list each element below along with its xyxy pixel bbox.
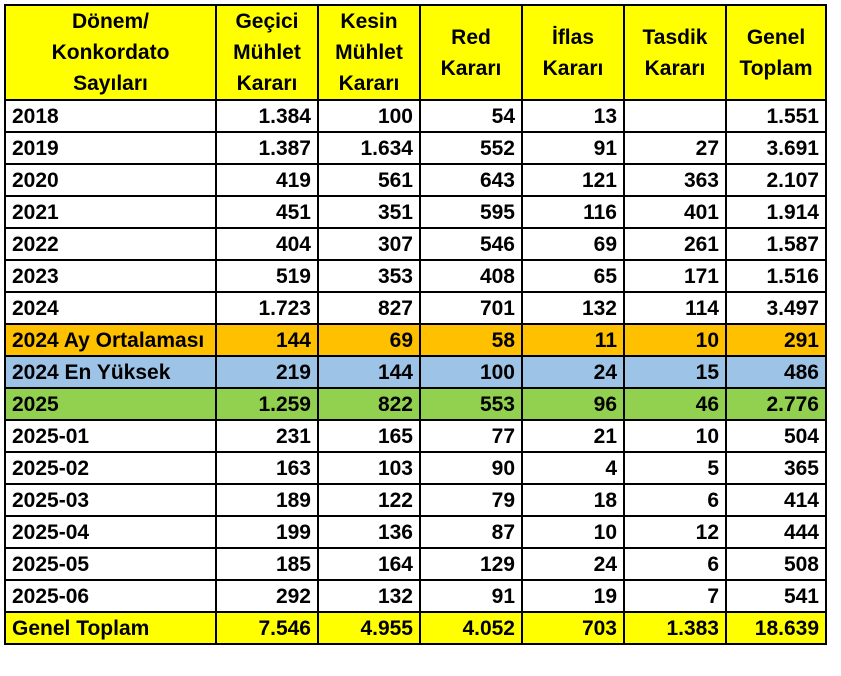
header-text-line: Mühlet	[233, 41, 301, 64]
table-cell: 77	[420, 420, 522, 452]
table-row	[5, 132, 826, 164]
table-cell: 91	[420, 580, 522, 612]
table-body	[5, 100, 826, 644]
table-cell: 219	[216, 356, 318, 388]
table-cell: 643	[420, 164, 522, 196]
row-label: 2019	[5, 132, 216, 164]
table-cell: 171	[624, 260, 726, 292]
table-cell: 2.776	[726, 388, 826, 420]
table-cell: 11	[522, 324, 624, 356]
header-kesin-muhlet	[318, 5, 420, 100]
table-cell: 6	[624, 548, 726, 580]
table-row	[5, 292, 826, 324]
table-cell: 96	[522, 388, 624, 420]
table-cell: 13	[522, 100, 624, 132]
table-cell: 15	[624, 356, 726, 388]
table-cell: 65	[522, 260, 624, 292]
table-cell: 144	[318, 356, 420, 388]
table-cell: 136	[318, 516, 420, 548]
header-text-line: Kararı	[440, 56, 502, 80]
table-cell: 129	[420, 548, 522, 580]
table-row	[5, 484, 826, 516]
table-cell: 827	[318, 292, 420, 324]
row-label: 2025-06	[5, 580, 216, 612]
header-row	[5, 5, 826, 100]
table-row	[5, 196, 826, 228]
row-label: 2021	[5, 196, 216, 228]
table-cell: 363	[624, 164, 726, 196]
table-cell: 3.691	[726, 132, 826, 164]
table-cell: 132	[522, 292, 624, 324]
header-text-line: Kararı	[644, 56, 706, 80]
table-cell: 292	[216, 580, 318, 612]
row-label: 2025-03	[5, 484, 216, 516]
row-label: 2022	[5, 228, 216, 260]
table-row	[5, 100, 826, 132]
table-cell: 451	[216, 196, 318, 228]
table-cell: 1.914	[726, 196, 826, 228]
header-text-line: Konkordato Sayıları	[51, 41, 170, 95]
table-cell: 87	[420, 516, 522, 548]
table-cell: 552	[420, 132, 522, 164]
row-label: 2025-02	[5, 452, 216, 484]
konkordato-table	[4, 4, 827, 645]
table-cell: 701	[420, 292, 522, 324]
konkordato-table-container	[4, 4, 827, 645]
table-cell: 414	[726, 484, 826, 516]
table-cell: 199	[216, 516, 318, 548]
row-label: 2025-05	[5, 548, 216, 580]
table-cell: 90	[420, 452, 522, 484]
table-cell: 7.546	[216, 612, 318, 644]
table-cell: 18	[522, 484, 624, 516]
table-cell: 91	[522, 132, 624, 164]
header-text-line: Kesin	[340, 10, 398, 33]
header-text-line: Mühlet	[335, 41, 403, 64]
table-cell: 10	[624, 420, 726, 452]
table-cell: 486	[726, 356, 826, 388]
table-cell: 1.634	[318, 132, 420, 164]
table-cell: 4.052	[420, 612, 522, 644]
header-text-line: Kararı	[236, 72, 298, 95]
table-cell: 353	[318, 260, 420, 292]
table-cell: 69	[318, 324, 420, 356]
table-cell: 1.387	[216, 132, 318, 164]
table-cell: 19	[522, 580, 624, 612]
table-cell: 307	[318, 228, 420, 260]
table-cell: 114	[624, 292, 726, 324]
table-cell: 508	[726, 548, 826, 580]
table-cell: 185	[216, 548, 318, 580]
table-cell: 1.587	[726, 228, 826, 260]
table-cell: 504	[726, 420, 826, 452]
table-cell: 58	[420, 324, 522, 356]
table-cell: 541	[726, 580, 826, 612]
table-cell: 408	[420, 260, 522, 292]
table-cell: 2.107	[726, 164, 826, 196]
table-cell: 132	[318, 580, 420, 612]
table-cell: 10	[522, 516, 624, 548]
table-cell: 419	[216, 164, 318, 196]
row-label: 2025-04	[5, 516, 216, 548]
header-text-line: Genel	[746, 25, 806, 49]
table-cell: 18.639	[726, 612, 826, 644]
table-cell: 10	[624, 324, 726, 356]
table-cell: 561	[318, 164, 420, 196]
table-cell: 365	[726, 452, 826, 484]
header-iflas	[522, 5, 624, 100]
table-cell: 12	[624, 516, 726, 548]
table-cell: 21	[522, 420, 624, 452]
header-tasdik	[624, 5, 726, 100]
row-label: 2024 En Yüksek	[5, 356, 216, 388]
table-cell: 351	[318, 196, 420, 228]
row-label: 2025	[5, 388, 216, 420]
header-text-line: İflas	[551, 25, 595, 49]
table-row	[5, 388, 826, 420]
row-label: Genel Toplam	[5, 612, 216, 644]
table-row	[5, 516, 826, 548]
table-cell: 121	[522, 164, 624, 196]
table-row	[5, 164, 826, 196]
table-cell: 69	[522, 228, 624, 260]
header-gecici-muhlet	[216, 5, 318, 100]
table-cell: 822	[318, 388, 420, 420]
table-row	[5, 612, 826, 644]
table-cell: 3.497	[726, 292, 826, 324]
header-text-line: Geçici	[235, 10, 299, 33]
row-label: 2020	[5, 164, 216, 196]
table-row	[5, 228, 826, 260]
table-row	[5, 260, 826, 292]
table-cell: 116	[522, 196, 624, 228]
table-cell: 100	[318, 100, 420, 132]
table-cell: 1.384	[216, 100, 318, 132]
table-cell: 1.723	[216, 292, 318, 324]
table-cell: 291	[726, 324, 826, 356]
table-cell: 5	[624, 452, 726, 484]
table-row	[5, 324, 826, 356]
table-cell: 1.259	[216, 388, 318, 420]
header-text-line: Red	[451, 25, 491, 49]
row-label: 2018	[5, 100, 216, 132]
table-row	[5, 356, 826, 388]
header-red	[420, 5, 522, 100]
table-cell: 27	[624, 132, 726, 164]
header-text-line: Kararı	[542, 56, 604, 80]
table-cell: 401	[624, 196, 726, 228]
table-cell: 164	[318, 548, 420, 580]
table-cell: 1.516	[726, 260, 826, 292]
table-cell: 4.955	[318, 612, 420, 644]
header-text-line: Tasdik	[642, 25, 708, 49]
row-label: 2023	[5, 260, 216, 292]
table-cell: 165	[318, 420, 420, 452]
table-cell: 46	[624, 388, 726, 420]
header-text-line: Kararı	[338, 72, 400, 95]
table-cell: 144	[216, 324, 318, 356]
header-text-line: Toplam	[739, 56, 813, 80]
table-cell: 24	[522, 356, 624, 388]
table-cell: 79	[420, 484, 522, 516]
table-cell: 595	[420, 196, 522, 228]
table-cell	[624, 100, 726, 132]
table-cell: 519	[216, 260, 318, 292]
table-cell: 189	[216, 484, 318, 516]
table-cell: 100	[420, 356, 522, 388]
table-cell: 7	[624, 580, 726, 612]
header-period	[5, 5, 216, 100]
table-row	[5, 580, 826, 612]
table-cell: 404	[216, 228, 318, 260]
table-row	[5, 420, 826, 452]
table-row	[5, 452, 826, 484]
table-cell: 261	[624, 228, 726, 260]
row-label: 2024 Ay Ortalaması	[5, 324, 216, 356]
table-cell: 103	[318, 452, 420, 484]
table-cell: 6	[624, 484, 726, 516]
table-cell: 24	[522, 548, 624, 580]
table-cell: 231	[216, 420, 318, 452]
row-label: 2025-01	[5, 420, 216, 452]
table-row	[5, 548, 826, 580]
table-cell: 546	[420, 228, 522, 260]
table-cell: 122	[318, 484, 420, 516]
table-cell: 1.383	[624, 612, 726, 644]
table-cell: 703	[522, 612, 624, 644]
header-text-line: Dönem/	[71, 10, 149, 33]
table-cell: 54	[420, 100, 522, 132]
header-genel-toplam	[726, 5, 826, 100]
table-cell: 553	[420, 388, 522, 420]
row-label: 2024	[5, 292, 216, 324]
table-cell: 444	[726, 516, 826, 548]
table-cell: 4	[522, 452, 624, 484]
table-cell: 1.551	[726, 100, 826, 132]
table-cell: 163	[216, 452, 318, 484]
